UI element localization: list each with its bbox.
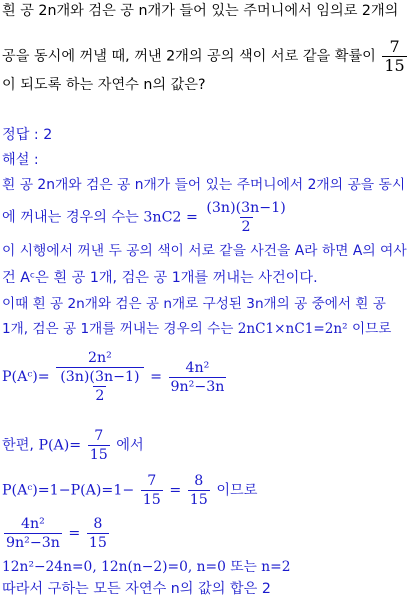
equation-fraction-left — [4, 516, 62, 551]
question-line-3: 이 되도록 하는 자연수 n의 값은? — [2, 77, 206, 93]
fraction-seven-fifteenths — [141, 473, 163, 508]
fraction-numerator: 4n² — [21, 516, 45, 532]
combination-fraction — [204, 200, 287, 235]
question-line-1: 흰 공 2n개와 검은 공 n개가 들어 있는 주머니에서 임의로 2개의 — [2, 3, 399, 19]
inner-fraction — [58, 369, 141, 404]
equals-sign: = — [150, 369, 162, 385]
fraction-numerator: 4n² — [185, 359, 210, 376]
question-line-2-text: 공을 동시에 꺼낼 때, 꺼낸 2개의 공의 색이 서로 같을 확률이 — [2, 48, 376, 65]
given-probability-tail: 에서 — [116, 437, 144, 454]
complement-value-expression: P(Aᶜ)=1−P(A)=1− — [2, 482, 135, 499]
explanation-line-6 — [2, 319, 391, 339]
fraction-denominator: 2 — [241, 219, 251, 235]
fraction-numerator: 2n² — [87, 350, 112, 366]
explanation-label: 해설 : — [2, 152, 39, 168]
inner-denominator: 2 — [95, 388, 105, 404]
count-expression: 2nC1×nC1=2n² — [237, 321, 348, 337]
given-probability-text: 한편, — [2, 437, 34, 454]
fraction-denominator: 15 — [88, 535, 107, 551]
fraction-denominator: 9n²−3n — [170, 378, 225, 395]
final-answer-line: 따라서 구하는 모든 자연수 n의 값의 합은 2 — [2, 581, 271, 597]
complement-value-tail: 이므로 — [216, 482, 258, 499]
inner-numerator: (3n)(3n−1) — [60, 369, 140, 385]
fraction-numerator: 7 — [147, 473, 157, 489]
explanation-line-5: 이때 흰 공 2n개와 검은 공 n개로 구성된 3n개의 공 중에서 흰 공 — [2, 296, 386, 312]
complement-probability-equation — [2, 350, 228, 404]
explanation-line-4: 건 Aᶜ은 흰 공 1개, 검은 공 1개를 꺼내는 사건이다. — [2, 270, 318, 286]
fraction-denominator — [56, 367, 143, 404]
fraction-numerator: (3n)(3n−1) — [206, 200, 286, 216]
explanation-line-6-tail: 이므로 — [351, 321, 392, 337]
given-probability-expression: P(A)= — [38, 437, 82, 454]
probability-fraction — [382, 39, 406, 74]
fraction-denominator: 15 — [384, 56, 405, 75]
explanation-line-3: 이 시행에서 꺼낸 두 공의 색이 서로 같을 사건을 A라 하면 A의 여사 — [2, 243, 407, 259]
complement-value-line — [2, 473, 257, 508]
complex-fraction — [56, 350, 143, 404]
equation-left: P(Aᶜ)= — [2, 369, 50, 385]
explanation-line-2 — [2, 200, 290, 235]
fraction-numerator: 8 — [194, 473, 204, 489]
explanation-line-6-text: 1개, 검은 공 1개를 꺼내는 경우의 수는 — [2, 321, 234, 337]
answer-label: 정답 : 2 — [2, 127, 53, 143]
explanation-line-1: 흰 공 2n개와 검은 공 n개가 들어 있는 주머니에서 2개의 공을 동시 — [2, 177, 406, 193]
fraction-denominator: 15 — [189, 492, 208, 508]
fraction-numerator: 7 — [94, 428, 104, 444]
question-line-2 — [2, 39, 409, 74]
given-probability-line — [2, 428, 144, 463]
equation-fraction-right — [87, 516, 109, 551]
fraction-numerator: 7 — [389, 37, 400, 56]
fraction-denominator: 9n²−3n — [6, 535, 60, 551]
fraction-denominator: 15 — [142, 492, 161, 508]
fraction-numerator: 8 — [93, 516, 103, 532]
given-probability-fraction — [88, 428, 110, 463]
simplified-fraction — [169, 360, 227, 395]
equals-sign: = — [169, 482, 182, 499]
equals-sign: = — [68, 525, 81, 542]
solution-line: 12n²−24n=0, 12n(n−2)=0, n=0 또는 n=2 — [2, 559, 291, 575]
explanation-line-2-text: 에 꺼내는 경우의 수는 — [2, 209, 139, 226]
fraction-eight-fifteenths — [188, 473, 210, 508]
combination-expression: 3nC2 = — [143, 209, 198, 226]
fraction-denominator: 15 — [89, 447, 108, 463]
solve-equation-line — [2, 516, 111, 551]
